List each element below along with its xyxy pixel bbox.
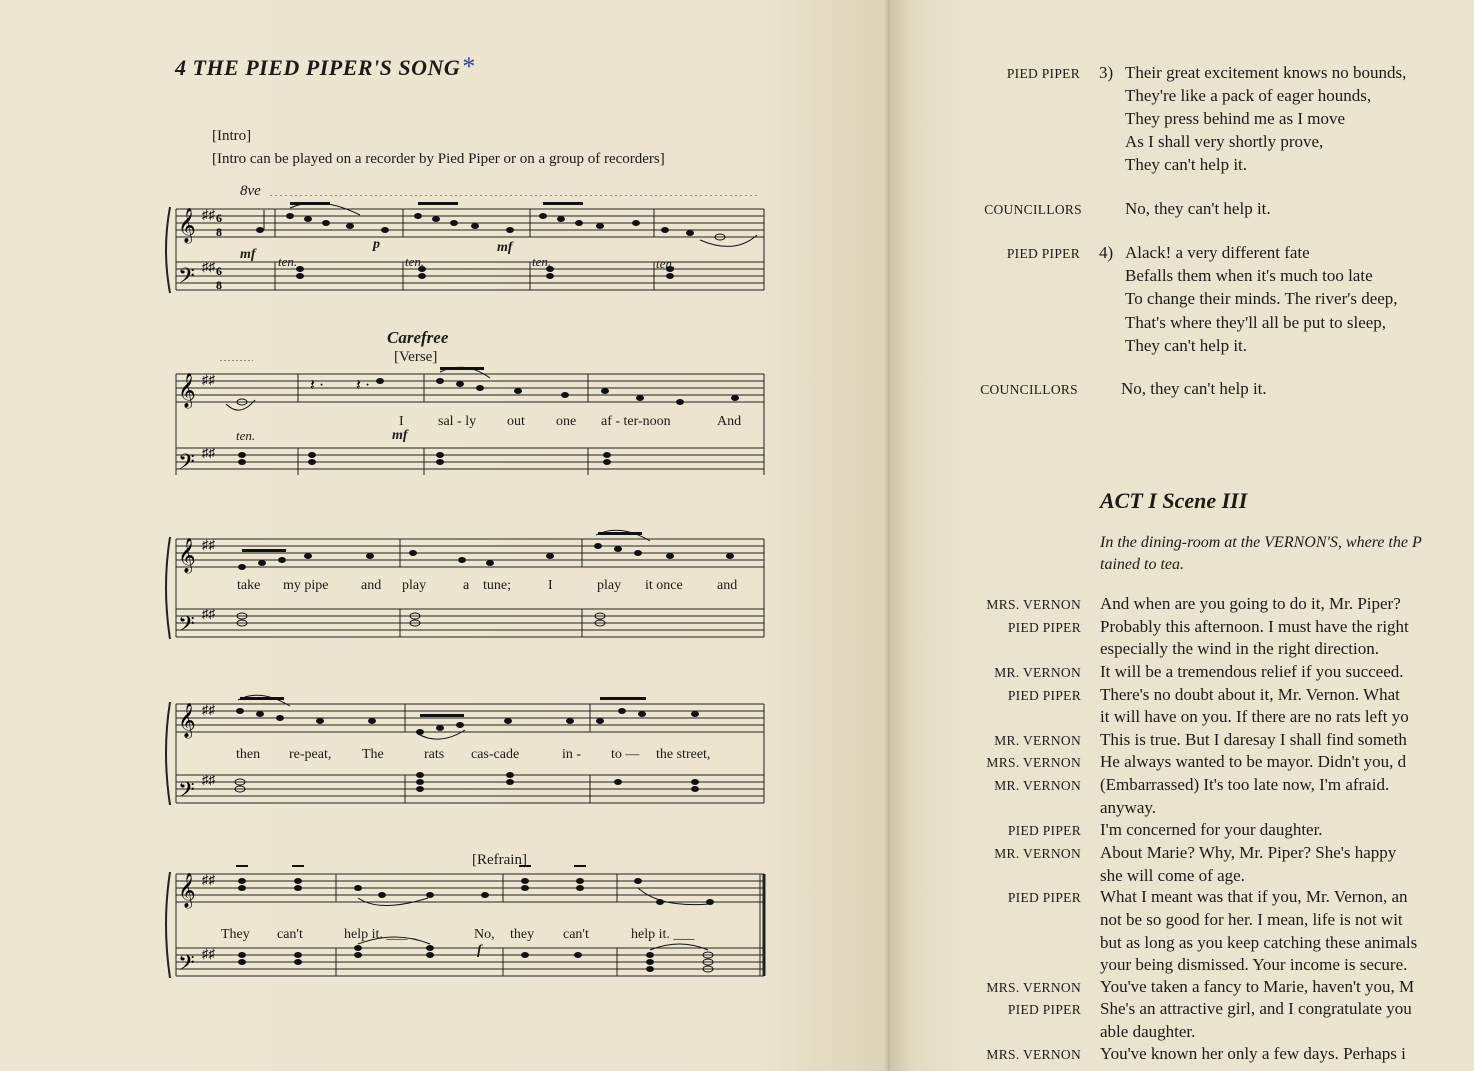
svg-text:♯♯: ♯♯: [202, 445, 215, 460]
verse4-line-2: Befalls them when it's much too late: [1125, 266, 1373, 285]
stage-direction-line-2: tained to tea.: [1100, 556, 1184, 573]
svg-text:8: 8: [216, 278, 222, 292]
dialogue-line-6: it will have on you. If there are no rats left yo: [1100, 707, 1409, 726]
dynamic-p: p: [373, 237, 380, 252]
verse3-line-4: As I shall very shortly prove,: [1125, 132, 1324, 151]
stage-direction-line-1: In the dining-room at the VERNON'S, where the P: [1100, 534, 1422, 551]
verse3-line-2: They're like a pack of eager hounds,: [1125, 86, 1372, 105]
octave-mark: 8ve: [240, 183, 261, 199]
councillors-reply-2: No, they can't help it.: [1121, 379, 1267, 398]
lyric-3-3: and: [361, 578, 382, 593]
dialogue-line-13: she will come of age.: [1100, 866, 1245, 885]
dialogue-line-2: Probably this afternoon. I must have the right: [1100, 617, 1409, 636]
act-scene-heading: ACT I Scene III: [1100, 488, 1248, 513]
councillors-reply-1: No, they can't help it.: [1125, 199, 1271, 218]
svg-text:𝄞: 𝄞: [178, 873, 196, 908]
speaker-5: MRS. VERNON: [986, 597, 1081, 612]
lyric-5-3: help it. ___: [344, 927, 408, 942]
dialogue-line-12: About Marie? Why, Mr. Piper? She's happy: [1100, 843, 1397, 862]
svg-text:𝄽 ·: 𝄽 ·: [356, 377, 371, 394]
lyric-4-6: in -: [562, 747, 582, 762]
verse-number-4: 4): [1099, 243, 1114, 262]
svg-text:𝄞: 𝄞: [178, 703, 196, 738]
speaker-9: MR. VERNON: [994, 733, 1081, 748]
lyric-2-2: sal - ly: [438, 414, 477, 429]
tenuto-2: ten.: [405, 254, 425, 269]
dialogue-line-1: And when are you going to do it, Mr. Piper?: [1100, 594, 1401, 613]
song-title-text: 4 THE PIED PIPER'S SONG: [175, 55, 461, 80]
speaker-4: COUNCILLORS: [980, 382, 1078, 397]
speaker-16: PIED PIPER: [1007, 1002, 1081, 1017]
asterisk-mark: *: [462, 52, 476, 81]
lyric-4-2: re-peat,: [289, 747, 332, 762]
lyric-3-7: I: [548, 578, 553, 593]
lyric-2-5: af - ter-noon: [601, 414, 671, 429]
dynamic-mf-2: mf: [497, 240, 513, 255]
lyric-3-6: tune;: [483, 578, 511, 593]
svg-text:𝄢: 𝄢: [178, 450, 195, 475]
svg-text:𝄢: 𝄢: [178, 264, 195, 294]
dialogue-line-4: It will be a tremendous relief if you succeed.: [1100, 662, 1404, 681]
lyric-3-1: take: [237, 578, 261, 593]
lyric-4-5: cas-cade: [471, 747, 520, 762]
verse4-line-3: To change their minds. The river's deep,: [1125, 289, 1398, 308]
speaker-7: MR. VERNON: [994, 665, 1081, 680]
dialogue-line-5: There's no doubt about it, Mr. Vernon. What: [1100, 685, 1400, 704]
svg-text:6: 6: [216, 211, 222, 225]
tenuto-5: ten.: [236, 428, 256, 443]
svg-text:♯♯: ♯♯: [202, 872, 215, 887]
speaker-13: MR. VERNON: [994, 846, 1081, 861]
dynamic-mf-3: mf: [392, 428, 408, 443]
lyric-3-8: play: [597, 578, 622, 593]
lyric-3-2: my pipe: [283, 578, 329, 593]
lyric-4-4: rats: [424, 747, 445, 762]
svg-text:𝄢: 𝄢: [178, 951, 195, 981]
svg-text:♯♯: ♯♯: [202, 606, 215, 621]
lyric-3-9: it once: [645, 578, 683, 593]
lyric-4-1: then: [236, 747, 261, 762]
svg-text:♯♯: ♯♯: [202, 946, 215, 961]
speaker-2: COUNCILLORS: [984, 202, 1082, 217]
lyric-5-2: can't: [277, 927, 303, 942]
dialogue-line-21: You've known her only a few days. Perhaps i: [1100, 1044, 1406, 1063]
song-title: [175, 52, 476, 82]
svg-text:8: 8: [216, 225, 222, 239]
dialogue-line-3: especially the wind in the right direction.: [1100, 639, 1380, 658]
intro-label: [Intro]: [212, 128, 252, 144]
verse-label: [Verse]: [394, 349, 438, 365]
svg-text:𝄞: 𝄞: [178, 373, 196, 408]
tempo-marking: Carefree: [387, 328, 449, 347]
lyric-3-5: a: [463, 578, 470, 593]
svg-text:𝄞: 𝄞: [178, 538, 196, 573]
lyric-2-4: one: [556, 414, 577, 429]
verse3-line-3: They press behind me as I move: [1125, 109, 1345, 128]
dialogue-line-16: but as long as you keep catching these animals: [1100, 933, 1418, 952]
staff-system-5-svg: [160, 858, 770, 988]
tenuto-3: ten.: [532, 254, 552, 269]
intro-note: [Intro can be played on a recorder by Pied Piper or on a group of recorders]: [212, 151, 665, 167]
verse3-line-1: Their great excitement knows no bounds,: [1125, 63, 1407, 82]
dynamic-mf-1: mf: [240, 247, 256, 262]
verse-number-3: 3): [1099, 63, 1114, 82]
speaker-1: PIED PIPER: [1006, 66, 1080, 81]
dynamic-f: f: [477, 943, 482, 958]
lyric-4-7: to —: [611, 747, 640, 762]
svg-text:♯♯: ♯♯: [202, 259, 215, 274]
verse3-line-5: They can't help it.: [1125, 155, 1248, 174]
tenuto-1: ten.: [278, 254, 298, 269]
speaker-14: PIED PIPER: [1007, 890, 1081, 905]
speaker-6: PIED PIPER: [1007, 620, 1081, 635]
dialogue-line-11: I'm concerned for your daughter.: [1100, 820, 1323, 839]
verse4-line-4: That's where they'll all be put to sleep,: [1125, 313, 1387, 332]
lyric-5-6: can't: [563, 927, 589, 942]
lyric-4-8: the street,: [656, 747, 711, 762]
dialogue-line-19: She's an attractive girl, and I congratulate you: [1100, 999, 1412, 1018]
svg-text:♯♯: ♯♯: [202, 537, 215, 552]
dialogue-line-9: (Embarrassed) It's too late now, I'm afraid.: [1100, 775, 1390, 794]
speaker-3: PIED PIPER: [1006, 246, 1080, 261]
svg-text:♯♯: ♯♯: [202, 372, 215, 387]
speaker-8: PIED PIPER: [1007, 688, 1081, 703]
svg-text:𝄢: 𝄢: [178, 778, 195, 805]
lyric-4-3: The: [362, 747, 384, 762]
lyric-5-5: they: [510, 927, 535, 942]
lyric-2-3: out: [507, 414, 525, 429]
svg-text:𝄢: 𝄢: [178, 612, 195, 640]
svg-text:♯♯: ♯♯: [202, 772, 215, 787]
dialogue-line-8: He always wanted to be mayor. Didn't you, d: [1100, 752, 1407, 771]
dialogue-line-7: This is true. But I daresay I shall find someth: [1100, 730, 1407, 749]
lyric-5-7: help it. ___: [631, 927, 695, 942]
verse4-line-5: They can't help it.: [1125, 336, 1248, 355]
speaker-15: MRS. VERNON: [986, 980, 1081, 995]
svg-text:𝄞: 𝄞: [178, 208, 196, 243]
refrain-label: [Refrain]: [472, 852, 527, 868]
svg-text:♯♯: ♯♯: [202, 702, 215, 717]
lyric-5-4: No,: [474, 927, 495, 942]
svg-text:♯♯: ♯♯: [202, 207, 215, 222]
svg-text:6: 6: [216, 264, 222, 278]
tenuto-4: ten.: [656, 256, 676, 271]
dialogue-line-15: not be so good for her. I mean, life is not wit: [1100, 910, 1403, 929]
lyric-2-6: And: [717, 414, 742, 429]
lyric-2-1: I: [399, 414, 404, 429]
speaker-11: MR. VERNON: [994, 778, 1081, 793]
dialogue-line-17: your being dismissed. Your income is secure.: [1100, 955, 1408, 974]
dialogue-line-14: What I meant was that if you, Mr. Vernon, an: [1100, 887, 1408, 906]
svg-text:𝄽 ·: 𝄽 ·: [310, 377, 325, 394]
dialogue-line-18: You've taken a fancy to Marie, haven't you, M: [1100, 977, 1415, 996]
speaker-17: MRS. VERNON: [986, 1047, 1081, 1062]
speaker-10: MRS. VERNON: [986, 755, 1081, 770]
dialogue-line-20: able daughter.: [1100, 1022, 1196, 1041]
verse4-line-1: Alack! a very different fate: [1125, 243, 1310, 262]
lyric-3-10: and: [717, 578, 738, 593]
music-system-5: [160, 858, 770, 981]
dialogue-line-10: anyway.: [1100, 798, 1157, 817]
lyric-3-4: play: [402, 578, 427, 593]
lyric-5-1: They: [221, 927, 250, 942]
speaker-12: PIED PIPER: [1007, 823, 1081, 838]
